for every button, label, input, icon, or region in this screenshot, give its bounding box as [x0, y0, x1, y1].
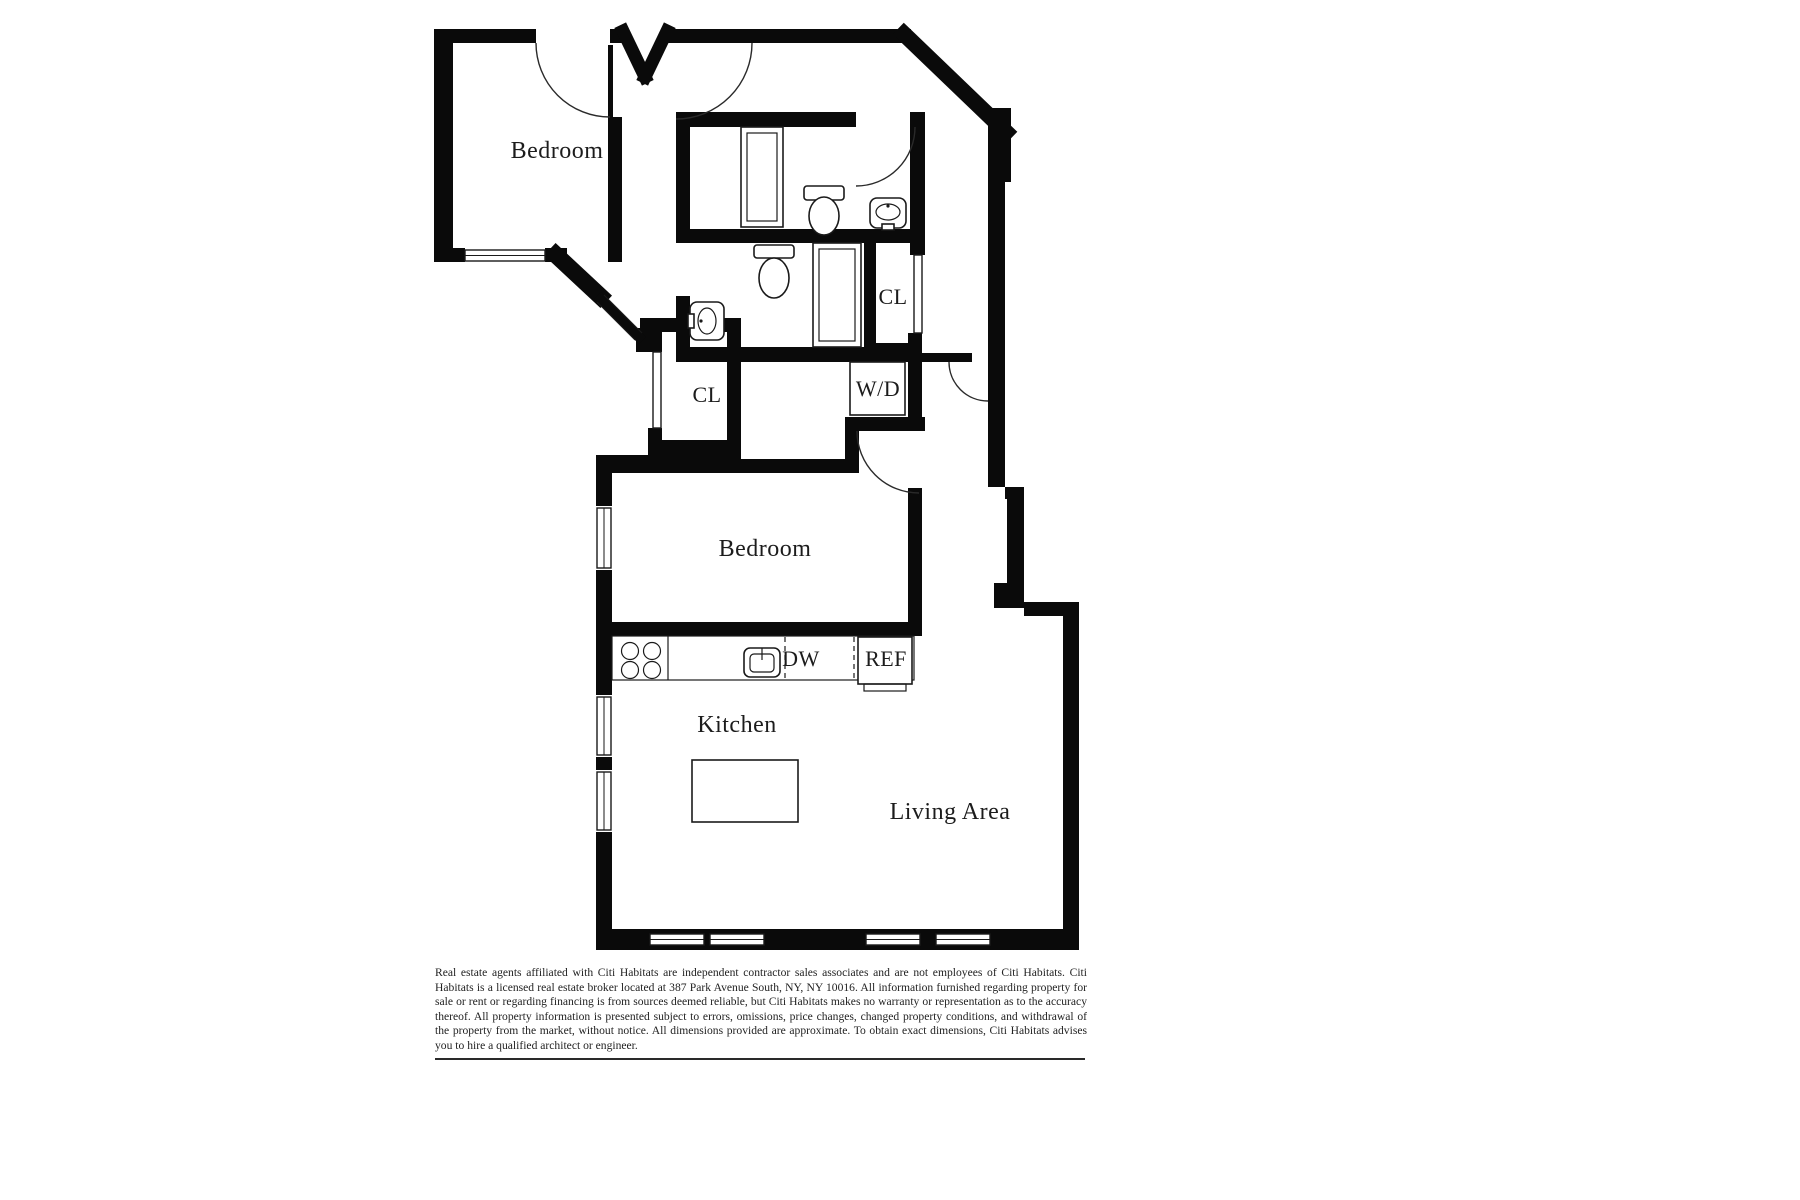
room-label-bedroom-1: Bedroom [510, 138, 604, 164]
room-label-washer-dryer: W/D [855, 376, 901, 401]
bottom-rule [435, 1058, 1085, 1060]
bathroom-1-door-arc [856, 127, 915, 186]
shower-bath-1 [741, 127, 783, 227]
shower-bath-2 [813, 243, 861, 347]
room-label-kitchen: Kitchen [697, 712, 777, 738]
bedroom-2-door-arc [857, 431, 919, 493]
toilet-bath-2 [754, 245, 794, 298]
room-label-bedroom-2: Bedroom [718, 536, 812, 562]
entry-door-arc [676, 43, 752, 119]
sink-bath-1 [870, 198, 906, 230]
disclaimer-text: Real estate agents affiliated with Citi Habitats are independent contractor sales associates and are not employees of Citi Habitats. Citi Habitats is a licensed real estate broker located at 387 Park Avenue South, NY, NY 10016. All information furnished regarding property for sale or rent or regarding financing is from sources deemed reliable, but Citi Habitats makes no warranty or representation as to the accuracy thereof. All property information is presented subject to errors, omissions, price changes, changed property conditions, and withdrawal of the property from the market, without notice. All dimensions provided are approximate. To obtain exact dimensions, Citi Habitats advises you to hire a qualified architect or engineer. [435, 966, 1087, 1052]
kitchen-sink [744, 648, 780, 677]
bedroom-1-door-arc [536, 43, 610, 117]
room-label-dishwasher: DW [782, 646, 820, 671]
kitchen-island [692, 760, 798, 822]
room-label-closet-left: CL [692, 382, 722, 407]
room-label-closet-right: CL [878, 284, 908, 309]
washer-dryer-door-arc [949, 362, 988, 401]
toilet-bath-1 [804, 186, 844, 235]
room-label-living-area: Living Area [889, 799, 1011, 825]
room-label-refrigerator: REF [865, 646, 907, 671]
sink-bath-2 [688, 302, 724, 340]
